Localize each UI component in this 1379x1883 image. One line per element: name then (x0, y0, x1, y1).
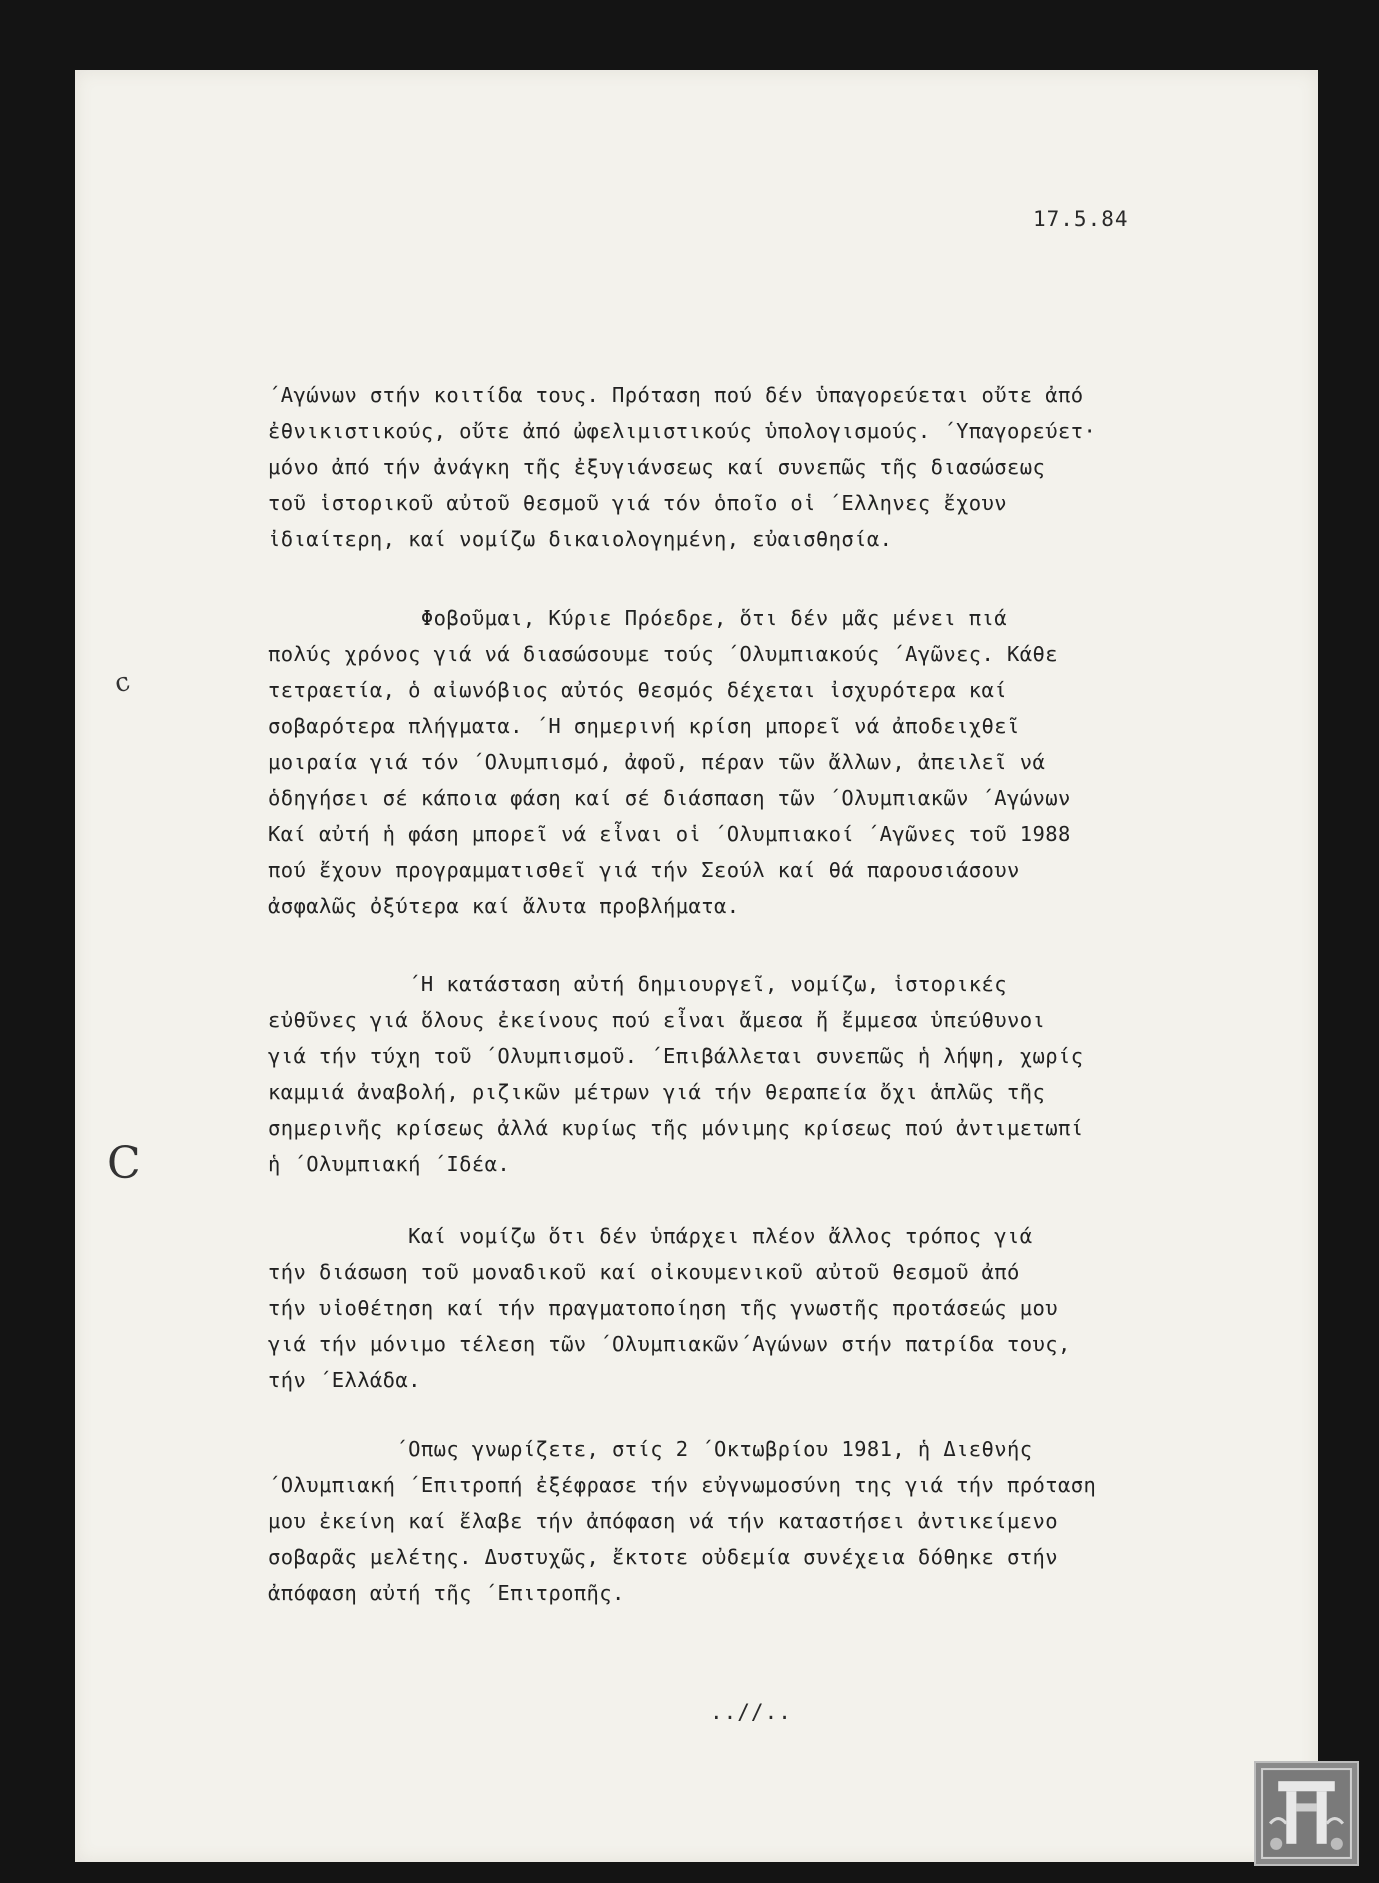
page-continuation-marker: ..//.. (710, 1700, 792, 1724)
paragraph-1: ΄Αγώνων στήν κοιτίδα τους. Πρόταση πού δέν ὑπαγορεύεται οὔτε ἀπό ἐθνικιστικούς, οὔτε ἀπό ὠφελιμιστικούς ὑπολογισμούς. ΄Υπαγορεύετ· μόνο ἀπό τήν ἀνάγκη τῆς ἐξυγιάνσεως καί συνεπῶς τῆς διασώσεως τοῦ ἱστορικοῦ αὐτοῦ θεσμοῦ γιά τόν ὁποῖο οἱ ΄Ελληνες ἔχουν ἰδιαίτερη, καί νομίζω δικαιολογημένη, εὐαισθησία. (268, 383, 1097, 551)
margin-annotation: ϲ (111, 666, 134, 700)
margin-annotation: C (107, 1138, 141, 1189)
paragraph-5: ΄Οπως γνωρίζετε, στίς 2 ΄Οκτωβρίου 1981, ἡ Διεθνής ΄Ολυμπιακή ΄Επιτροπή ἐξέφρασε τήν εὐγνωμοσύνη της γιά τήν πρόταση μου ἐκείνη καί ἔλαβε τήν ἀπόφαση νά τήν καταστήσει ἀντικείμενο σοβαρᾶς μελέτης. Δυστυχῶς, ἔκτοτε οὐδεμία συνέχεια δόθηκε στήν ἀπόφαση αὐτή τῆς ΄Επιτροπῆς. (268, 1437, 1097, 1605)
paragraph-3: ΄Η κατάσταση αὐτή δημιουργεῖ, νομίζω, ἱστορικές εὐθῦνες γιά ὅλους ἐκείνους πού εἶναι ἄμεσα ἤ ἔμμεσα ὑπεύθυνοι γιά τήν τύχη τοῦ ΄Ολυμπισμοῦ. ΄Επιβάλλεται συνεπῶς ἡ λήψη, χωρίς καμμιά ἀναβολή, ριζικῶν μέτρων γιά τήν θεραπεία ὄχι ἁπλῶς τῆς σημερινῆς κρίσεως ἀλλά κυρίως τῆς μόνιμης κρίσεως πού ἀντιμετωπί ἡ ΄Ολυμπιακή ΄Ιδέα. (268, 972, 1084, 1176)
archive-logo-icon (1254, 1761, 1359, 1866)
document-date: 17.5.84 (1033, 207, 1129, 231)
paragraph-2: Φοβοῦμαι, Κύριε Πρόεδρε, ὅτι δέν μᾶς μένει πιά πολύς χρόνος γιά νά διασώσουμε τούς ΄Ολυμπιακούς ΄Αγῶνες. Κάθε τετραετία, ὁ αἰωνόβιος αὐτός θεσμός δέχεται ἰσχυρότερα καί σοβαρότερα πλήγματα. ΄Η σημερινή κρίση μπορεῖ νά ἀποδειχθεῖ μοιραία γιά τόν ΄Ολυμπισμό, ἀφοῦ, πέραν τῶν ἄλλων, ἀπειλεῖ νά ὁδηγήσει σέ κάποια φάση καί σέ διάσπαση τῶν ΄Ολυμπιακῶν ΄Αγώνων Καί αὐτή ἡ φάση μπορεῖ νά εἶναι οἱ ΄Ολυμπιακοί ΄Αγῶνες τοῦ 1988 πού ἔχουν προγραμματισθεῖ γιά τήν Σεούλ καί θά παρουσιάσουν ἀσφαλῶς ὀξύτερα καί ἄλυτα προβλήματα. (268, 606, 1071, 918)
paragraph-4: Καί νομίζω ὅτι δέν ὑπάρχει πλέον ἄλλος τρόπος γιά τήν διάσωση τοῦ μοναδικοῦ καί οἰκουμενικοῦ αὐτοῦ θεσμοῦ ἀπό τήν υἱοθέτηση καί τήν πραγματοποίηση τῆς γνωστῆς προτάσεώς μου γιά τήν μόνιμο τέλεση τῶν ΄Ολυμπιακῶν΄Αγώνων στήν πατρίδα τους, τήν ΄Ελλάδα. (268, 1224, 1071, 1392)
